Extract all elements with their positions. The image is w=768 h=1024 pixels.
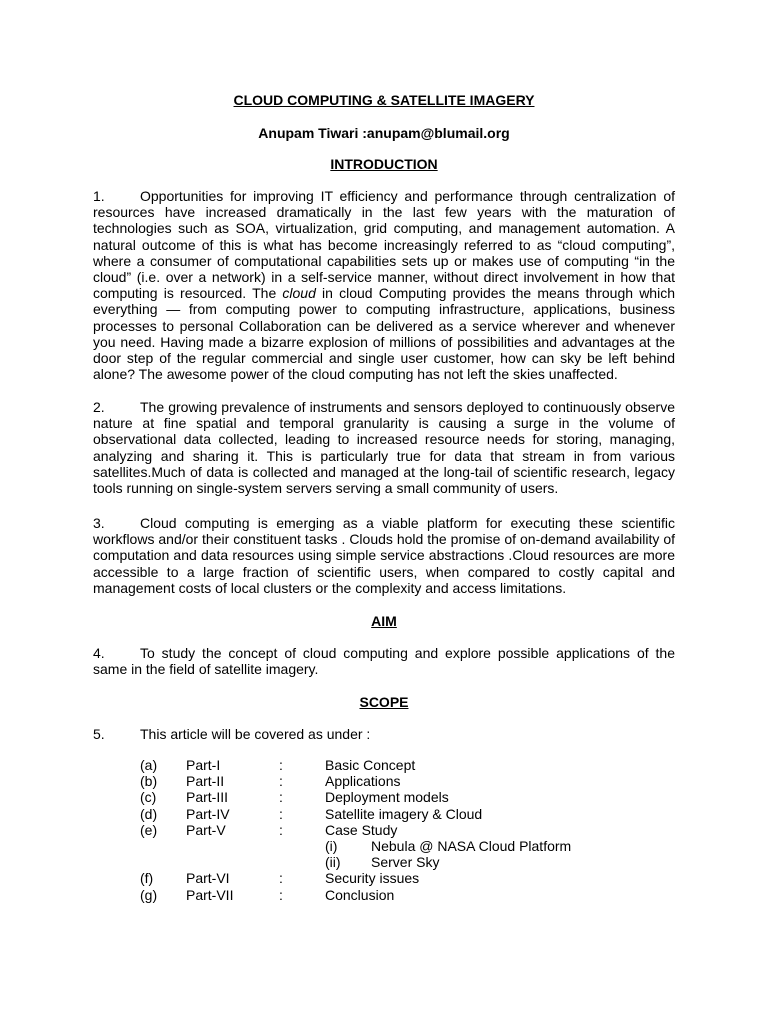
author-line: Anupam Tiwari :anupam@blumail.org — [258, 125, 510, 141]
paragraph-number: 5. — [93, 726, 105, 742]
sub-list-item: (ii) Server Sky — [325, 854, 440, 871]
paragraph-2: 2. The growing prevalence of instruments and sensors deployed to continuously observe nature at fine spatial and temporal granularity is causing a surge in the volume of observational data collected, leading to increased resource needs for storing, managing, analyzing and sharing it. This is particularly true for data that stream in from various satellites.Much of data is collected and managed at the long-tail of scientific research, legacy tools running on single-system servers serving a small community of users. — [93, 399, 675, 497]
paragraph-number: 3. — [93, 515, 105, 531]
paragraph-4: 4. To study the concept of cloud computing and explore possible applications of the same in the field of satellite imagery. — [93, 645, 675, 678]
list-item: (b) Part-II : Applications — [140, 773, 401, 790]
paragraph-number: 1. — [93, 188, 105, 204]
list-item: (g) Part-VII : Conclusion — [140, 886, 395, 903]
paragraph-number: 2. — [93, 399, 105, 415]
paragraph-number: 4. — [93, 645, 105, 661]
list-item: (e) Part-V : Case Study — [140, 821, 398, 838]
list-item: (d) Part-IV : Satellite imagery & Cloud — [140, 805, 483, 822]
document-title: CLOUD COMPUTING & SATELLITE IMAGERY — [233, 92, 535, 108]
paragraph-5: 5. This article will be covered as under : — [93, 726, 371, 742]
sub-list-item: (i) Nebula @ NASA Cloud Platform — [325, 837, 572, 854]
aim-heading: AIM — [371, 613, 397, 629]
list-item: (f) Part-VI : Security issues — [140, 870, 420, 887]
list-item: (a) Part-I : Basic Concept — [140, 757, 416, 773]
list-item: (c) Part-III : Deployment models — [140, 789, 449, 806]
article-outline — [93, 757, 693, 903]
paragraph-3: 3. Cloud computing is emerging as a viable platform for executing these scientific workflows and/or their constituent tasks . Clouds hold the promise of on-demand availability of computation and data resources using simple service abstractions .Cloud resources are more accessible to a large fraction of scientific users, when compared to costly capital and management costs of local clusters or the complexity and access limitations. — [93, 515, 675, 596]
paragraph-1: 1. Opportunities for improving IT efficiency and performance through centralization of resources have increased dramatically in the last few years with the maturation of technologies such as SOA, virtualization, grid computing, and management automation. A natural outcome of this is what has become increasingly referred to as “cloud computing”, where a consumer of computational capabilities sets up or makes use of computing “in the cloud” (i.e. over a network) in a self-service manner, without direct involvement in how that computing is resourced. The cloud in cloud Computing provides the means through which everything — from computing power to computing infrastructure, applications, business processes to personal Collaboration can be delivered as a service wherever and whenever you need. Having made a bizarre explosion of millions of possibilities and advantages at the door step of the regular commercial and single user customer, how can sky be left behind alone? The awesome power of the cloud computing has not left the skies unaffected. — [93, 188, 675, 383]
introduction-heading: INTRODUCTION — [330, 156, 438, 172]
scope-heading: SCOPE — [359, 694, 409, 710]
